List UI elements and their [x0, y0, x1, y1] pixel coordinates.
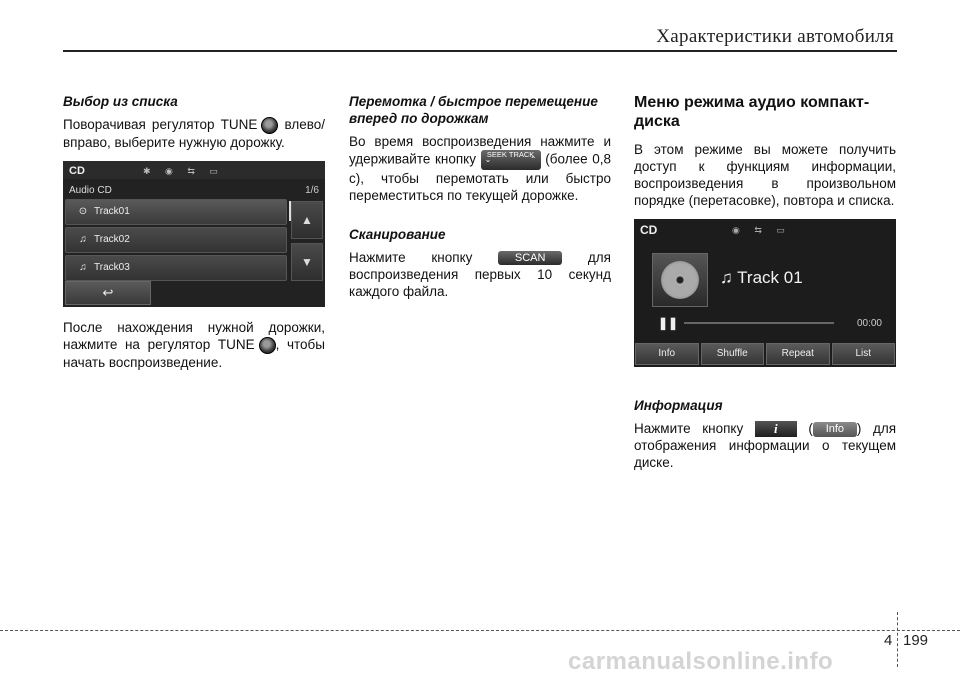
watermark: carmanualsonline.info — [568, 648, 834, 675]
music-note-icon: ♫ — [79, 233, 87, 245]
scan-button[interactable]: SCAN — [498, 251, 562, 265]
tune-knob-icon — [261, 117, 278, 134]
subheading-scan: Сканирование — [349, 227, 446, 242]
subheading-seek: Перемотка / быстрое перемещение вперед по дорожкам — [349, 94, 598, 126]
back-button[interactable]: ↩ — [65, 281, 151, 305]
footer-divider — [0, 630, 960, 631]
paragraph-text: , — [275, 336, 280, 352]
cd-playback-screen — [634, 219, 896, 367]
list-item-track03[interactable] — [65, 255, 287, 281]
screen-button-bar — [634, 341, 896, 367]
scroll-down-button[interactable]: ▼ — [291, 243, 323, 281]
playback-time: 00:00 — [856, 318, 882, 329]
screen-status-bar — [63, 161, 325, 179]
status-icons: ◉ ⇆ ▭ — [732, 225, 791, 235]
paragraph-text: Во время воспроизведения нажмите и удерживайте кнопку — [349, 134, 611, 167]
paragraph-tune-play — [63, 319, 325, 371]
list-item-label: Track02 — [94, 233, 130, 245]
page-number-separator — [897, 612, 898, 667]
paragraph-text: ( — [808, 421, 813, 436]
disc-icon — [661, 261, 699, 299]
tune-knob-icon — [259, 337, 276, 354]
info-i-icon[interactable]: i — [755, 421, 797, 437]
paragraph-cd-menu: В этом режиме вы можете получить доступ к функциям информации, воспроизведения в произвольном порядке (перетасовке), повтора и списка. — [634, 142, 896, 208]
paragraph-text: ) для отображения информации о текущем диске. — [634, 421, 897, 471]
subheading-info: Информация — [634, 398, 723, 413]
play-icon: ⊙ — [78, 205, 88, 217]
page-header-title: Характеристики автомобиля — [656, 26, 894, 47]
paragraph-text: чтобы начать воспроизведение. — [63, 336, 325, 370]
list-item-label: Track01 — [94, 205, 130, 217]
paragraph-scan — [349, 249, 611, 300]
paragraph-text: Нажмите кнопку — [349, 250, 473, 265]
track-count: 1/6 — [305, 184, 319, 196]
header-divider — [63, 50, 897, 52]
paragraph-text: для воспроизведения первых 10 секунд каждого файла. — [349, 250, 611, 299]
paragraph-tune-select — [63, 116, 325, 151]
progress-bar[interactable] — [684, 322, 834, 324]
chevron-up-icon: ⌃ — [529, 155, 537, 164]
info-button[interactable]: Info — [635, 343, 699, 365]
list-item-track02[interactable] — [65, 227, 287, 253]
mode-label: CD — [69, 164, 85, 177]
column-seek-scan — [349, 93, 611, 300]
cd-track-list-screen — [63, 161, 325, 307]
paragraph-text: После нахождения нужной дорожки, нажмите на регулятор TUNE — [63, 319, 325, 352]
status-icons: ✱ ◉ ⇆ ▭ — [143, 165, 224, 176]
chapter-number: 4 — [884, 632, 893, 649]
list-item-track01[interactable] — [65, 199, 287, 225]
list-button[interactable]: List — [832, 343, 896, 365]
paragraph-text: (более 0,8 с), чтобы перемотать или быстро переместиться по текущей дорожке. — [349, 151, 611, 203]
subheading-list-selection: Выбор из списка — [63, 94, 178, 109]
track-title: ♫ Track 01 — [720, 268, 803, 287]
seek-track-button[interactable] — [481, 150, 541, 170]
column-list-selection — [63, 93, 325, 371]
paragraph-text: Нажмите кнопку — [634, 421, 744, 436]
paragraph-text: Поворачивая регулятор TUNE — [63, 117, 258, 132]
column-cd-menu — [634, 93, 896, 471]
music-note-icon: ♫ — [79, 261, 87, 273]
repeat-button[interactable]: Repeat — [766, 343, 830, 365]
shuffle-button[interactable]: Shuffle — [701, 343, 765, 365]
list-item-label: Track03 — [94, 261, 130, 273]
scroll-up-button[interactable]: ▲ — [291, 201, 323, 239]
page-number: 199 — [903, 632, 929, 649]
folder-label: Audio CD — [69, 184, 112, 196]
paragraph-text: влево/вправо, выберите нужную дорожку. — [63, 117, 325, 150]
paragraph-seek — [349, 133, 611, 204]
mode-label: CD — [640, 223, 658, 237]
album-art — [652, 253, 708, 307]
info-label-button[interactable]: Info — [813, 422, 857, 437]
seek-track-label: SEEK TRACK — [486, 150, 535, 159]
section-heading-cd-menu: Меню режима аудио компакт-диска — [634, 94, 870, 130]
chevron-down-icon: ⌄ — [484, 155, 492, 164]
pause-icon[interactable]: ❚❚ — [658, 316, 679, 330]
paragraph-info — [634, 420, 896, 471]
